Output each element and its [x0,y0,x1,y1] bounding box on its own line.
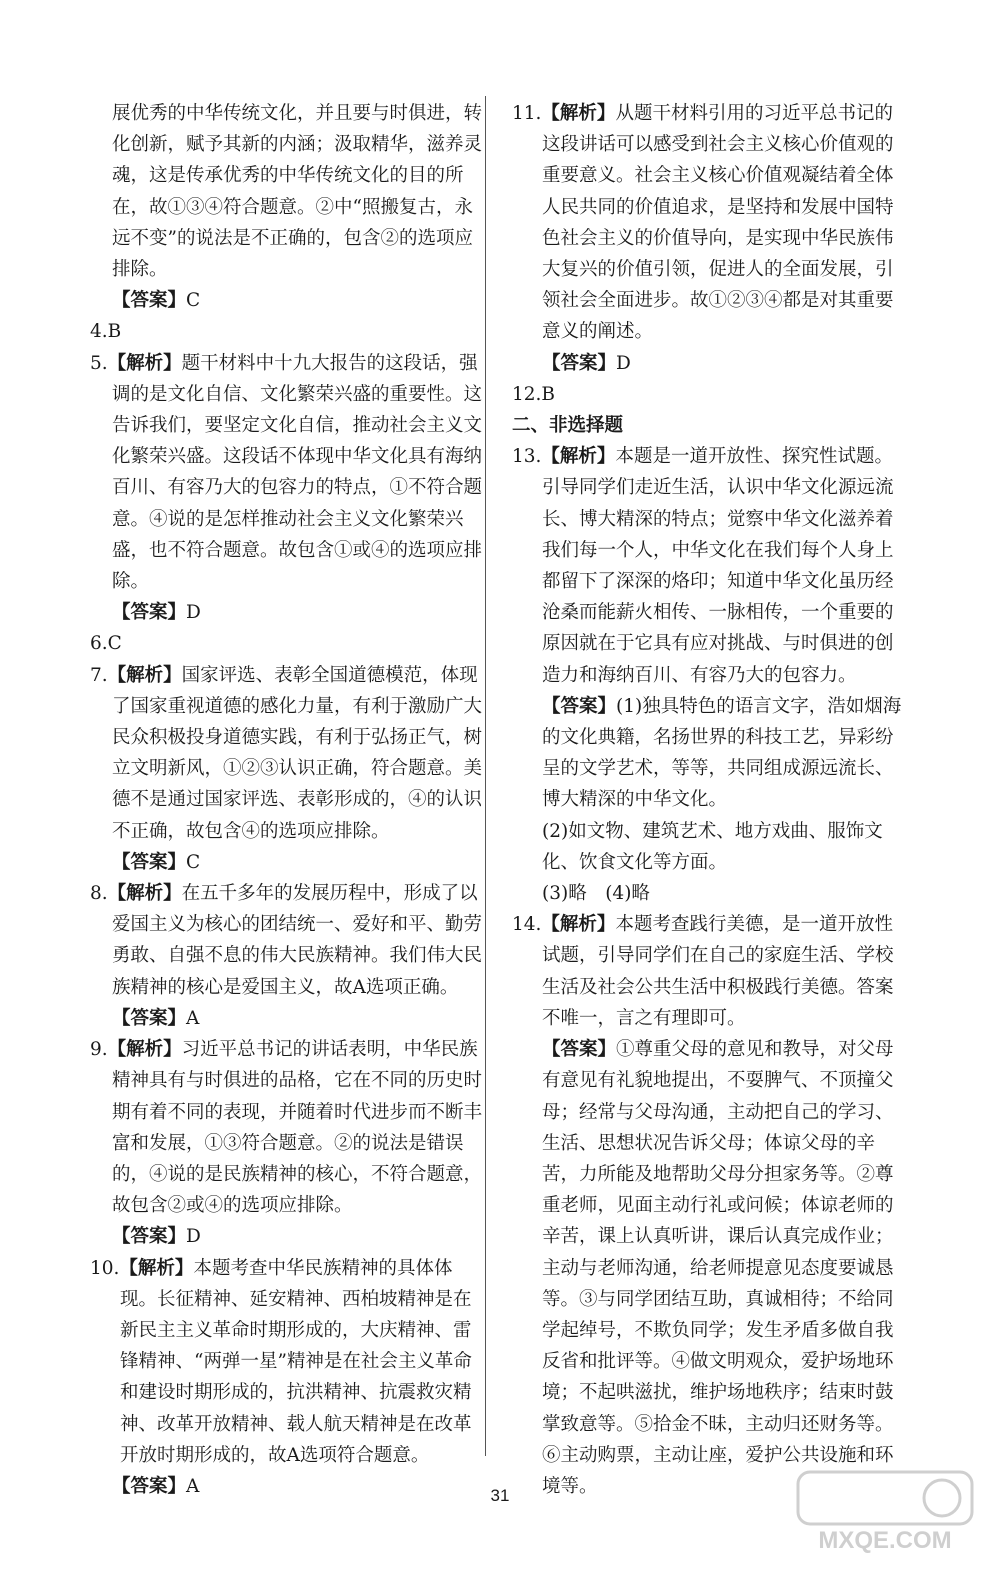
answer-line [90,285,488,316]
answer-value: B [541,383,556,405]
answer-value: C [107,633,122,655]
answer-value: B [107,321,122,343]
paragraph-continuation [90,98,488,285]
paragraph-text: (2)如文物、建筑艺术、地方戏曲、服饰文化、饮食文化等方面。 [542,820,883,873]
paragraph-text: 展优秀的中华传统文化，并且要与时俱进，转化创新，赋予其新的内涵；汲取精华，滋养灵魂，这是传承优秀的中华传统文化的目的所在，故①③④符合题意。②中“照搬复古，永远不变”的说法是不正确的，包含②的选项应排除。 [112,103,483,281]
analysis-tag: 【解析】 [107,883,182,905]
answer-tag: 【答案】 [542,695,617,717]
question-number: 14. [512,914,542,936]
answer-tag: 【答案】 [112,851,187,873]
paragraph-continuation [512,816,910,878]
question-number: 5. [90,352,108,374]
question-short-answer [90,628,488,659]
section-heading-text: 二、非选择题 [512,415,624,437]
answer-tag: 【答案】 [542,1039,617,1061]
question-short-answer [90,316,488,347]
column-divider [485,96,486,1456]
analysis-text: 从题干材料引用的习近平总书记的这段讲话可以感受到社会主义核心价值观的重要意义。社会主义核心价值观凝结着全体人民共同的价值追求，是坚持和发展中国特色社会主义的价值导向，是实现中华民族伟大复兴的价值引领，促进人的全面发展，引领社会全面进步。故①②③④都是对其重要意义的阐述。 [542,103,894,343]
question-number: 9. [90,1039,108,1061]
answer-line [512,348,910,379]
analysis-text: 在五千多年的发展历程中，形成了以爱国主义为核心的团结统一、爱好和平、勤劳勇敢、自强不息的伟大民族精神。我们伟大民族精神的核心是爱国主义，故A选项正确。 [112,883,483,998]
answer-value: D [186,1226,201,1248]
right-column [512,98,910,1502]
question-number: 12. [512,383,542,405]
question-analysis [512,441,910,691]
answer-value: D [186,602,201,624]
answer-value: D [616,352,631,374]
question-number: 10. [90,1257,120,1279]
analysis-text: 本题是一道开放性、探究性试题。引导同学们走近生活，认识中华文化源远流长、博大精深的特点；觉察中华文化滋养着我们每一个人，中华文化在我们每个人身上都留下了深深的烙印；知道中华文化虽历经沧桑而能薪火相传、一脉相传，一个重要的原因就在于它具有应对挑战、与时俱进的创造力和海纳百川、有容乃大的包容力。 [542,446,894,686]
page-number: 31 [490,1486,510,1505]
answer-tag: 【答案】 [542,352,617,374]
question-analysis [512,909,910,1034]
answer-line [90,597,488,628]
question-analysis [90,1034,488,1221]
analysis-tag: 【解析】 [107,1039,182,1061]
answer-value: C [186,290,201,312]
analysis-text: 国家评选、表彰全国道德模范，体现了国家重视道德的感化力量，有利于激励广大民众积极投身道德实践，有利于弘扬正气，树立文明新风，①②③认识正确，符合题意。美德不是通过国家评选、表彰形成的，④的认识不正确，故包含④的选项应排除。 [112,664,483,842]
answer-value: A [186,1475,200,1497]
analysis-text: 习近平总书记的讲话表明，中华民族精神具有与时俱进的品格，它在不同的历史时期有着不同的表现，并随着时代进步而不断丰富和发展，①③符合题意。②的说法是错误的，④说的是民族精神的核心，不符合题意，故包含②或④的选项应排除。 [112,1039,483,1217]
left-column [90,98,488,1502]
question-analysis [90,660,488,847]
answer-tag: 【答案】 [112,1226,187,1248]
answer-line [90,847,488,878]
question-number: 11. [512,103,542,124]
analysis-text: 本题考查中华民族精神的具体体现。长征精神、延安精神、西柏坡精神是在新民主主义革命时期形成的，大庆精神、雷锋精神、“两弹一星”精神是在社会主义革命和建设时期形成的，抗洪精神、抗震救灾精神、改革开放精神、载人航天精神是在改革开放时期形成的，故A选项符合题意。 [120,1257,472,1466]
answer-stamp-logo [790,1468,980,1553]
question-number: 4. [90,321,108,343]
answer-line [512,691,910,816]
question-number: 8. [90,883,108,905]
paragraph-continuation [512,878,910,909]
question-analysis [90,348,488,598]
answer-tag: 【答案】 [112,602,187,624]
answer-tag: 【答案】 [112,1007,187,1029]
answer-value: A [186,1007,200,1029]
analysis-tag: 【解析】 [541,914,616,936]
question-number: 13. [512,446,542,468]
answer-value: C [186,851,201,873]
answer-value: ①尊重父母的意见和教导，对父母有意见有礼貌地提出，不耍脾气、不顶撞父母；经常与父母沟通，主动把自己的学习、生活、思想状况告诉父母；体谅父母的辛苦，力所能及地帮助父母分担家务等。②尊重老师，见面主动行礼或问候；体谅老师的辛苦，课上认真听讲，课后认真完成作业；主动与老师沟通，给老师提意见态度要诚恳等。③与同学团结互助，真诚相待；不给同学起绰号，不欺负同学；发生矛盾多做自我反省和批评等。④做文明观众，爱护场地环境；不起哄滋扰，维护场地秩序；结束时鼓掌致意等。⑤拾金不昧，主动归还财务等。⑥主动购票，主动让座，爱护公共设施和环境等。 [542,1039,894,1497]
analysis-tag: 【解析】 [107,352,182,374]
analysis-tag: 【解析】 [541,446,616,468]
question-analysis [512,98,910,348]
analysis-text: 题干材料中十九大报告的这段话，强调的是文化自信、文化繁荣兴盛的重要性。这告诉我们，要坚定文化自信，推动社会主义文化繁荣兴盛。这段话不体现中华文化具有海纳百川、有容乃大的包容力的特点，①不符合题意。④说的是怎样推动社会主义文化繁荣兴盛，也不符合题意。故包含①或④的选项应排除。 [112,352,483,593]
section-heading [512,410,910,441]
question-analysis [90,878,488,1003]
paragraph-text: (3)略 (4)略 [542,883,650,905]
answer-line [90,1003,488,1034]
question-number: 6. [90,633,108,655]
analysis-tag: 【解析】 [119,1257,194,1279]
analysis-text: 本题考查践行美德，是一道开放性试题，引导同学们在自己的家庭生活、学校生活及社会公共生活中积极践行美德。答案不唯一，言之有理即可。 [542,914,894,1029]
question-number: 7. [90,664,108,686]
analysis-tag: 【解析】 [541,103,616,124]
answer-line [90,1221,488,1252]
watermark-text: MXQE.COM [818,1527,952,1553]
answer-value: (1)独具特色的语言文字，浩如烟海的文化典籍，名扬世界的科技工艺，异彩纷呈的文学艺术，等等，共同组成源远流长、博大精深的中华文化。 [542,695,902,811]
question-short-answer [512,379,910,410]
answer-tag: 【答案】 [112,290,187,312]
analysis-tag: 【解析】 [107,664,182,686]
question-analysis [90,1253,488,1471]
answer-line [512,1034,910,1502]
answer-tag: 【答案】 [112,1475,187,1497]
